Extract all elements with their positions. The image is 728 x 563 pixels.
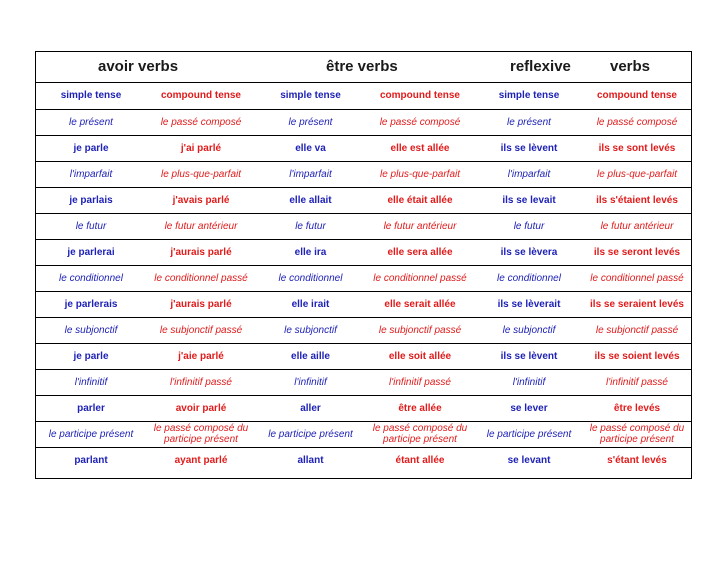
table-cell: ayant parlé (146, 447, 256, 473)
table-cell: le passé composé du participe présent (146, 421, 256, 447)
table-row (36, 83, 691, 109)
table-cell: le subjonctif (36, 317, 146, 343)
table-cell: parlant (36, 447, 146, 473)
table-cell: l'imparfait (475, 161, 583, 187)
table-cell: le conditionnel (475, 265, 583, 291)
table-cell: le subjonctif passé (583, 317, 691, 343)
table-cell: le présent (36, 109, 146, 135)
table-cell: le futur (475, 213, 583, 239)
table-cell: ils se lèverait (475, 291, 583, 317)
table-cell: le futur antérieur (365, 213, 475, 239)
table-cell: j'avais parlé (146, 187, 256, 213)
table-cell: le futur (36, 213, 146, 239)
table-row (36, 343, 691, 369)
table-cell: l'infinitif passé (365, 369, 475, 395)
table-cell: le plus-que-parfait (365, 161, 475, 187)
table-cell: le conditionnel (256, 265, 365, 291)
etre-verbs-heading: être verbs (326, 58, 398, 75)
reflexive-heading: reflexive (510, 58, 571, 75)
table-cell: le plus-que-parfait (146, 161, 256, 187)
table-cell: ils se levait (475, 187, 583, 213)
table-row (36, 395, 691, 421)
table-cell: le conditionnel passé (365, 265, 475, 291)
table-cell: le passé composé (146, 109, 256, 135)
table-cell: l'imparfait (36, 161, 146, 187)
table-row (36, 317, 691, 343)
table-cell: le plus-que-parfait (583, 161, 691, 187)
table-row (36, 213, 691, 239)
table-cell: ils se sont levés (583, 135, 691, 161)
table-cell: elle était allée (365, 187, 475, 213)
table-cell: ils se lèvera (475, 239, 583, 265)
table-cell: le futur (256, 213, 365, 239)
table-cell: je parle (36, 343, 146, 369)
table-cell: simple tense (280, 90, 341, 102)
table-cell: j'ai parlé (146, 135, 256, 161)
table-cell: je parlerai (36, 239, 146, 265)
table-cell: simple tense (60, 90, 122, 102)
table-cell: l'infinitif (256, 369, 365, 395)
table-cell: ils se seraient levés (583, 291, 691, 317)
table-cell: le futur antérieur (583, 213, 691, 239)
table-cell: elle sera allée (365, 239, 475, 265)
table-cell: étant allée (365, 447, 475, 473)
table-cell: elle ira (256, 239, 365, 265)
conjugation-grid (36, 83, 691, 473)
table-cell: simple tense (498, 90, 560, 102)
table-cell: s'étant levés (583, 447, 691, 473)
table-cell: le passé composé (583, 109, 691, 135)
table-cell: le subjonctif passé (146, 317, 256, 343)
table-cell: le subjonctif passé (365, 317, 475, 343)
table-cell: ils se soient levés (583, 343, 691, 369)
table-cell: ils se lèvent (475, 135, 583, 161)
avoir-verbs-heading: avoir verbs (98, 58, 179, 75)
table-row (36, 265, 691, 291)
table-cell: elle irait (256, 291, 365, 317)
table-cell: se lever (475, 395, 583, 421)
table-cell: l'infinitif (36, 369, 146, 395)
table-cell: être allée (365, 395, 475, 421)
table-cell: j'aurais parlé (146, 239, 256, 265)
table-cell: ils s'étaient levés (583, 187, 691, 213)
table-row (36, 447, 691, 473)
verb-table (35, 51, 692, 479)
table-cell: le conditionnel passé (583, 265, 691, 291)
table-cell: le subjonctif (475, 317, 583, 343)
table-cell: ils se lèvent (475, 343, 583, 369)
table-cell: le passé composé du participe présent (583, 421, 691, 447)
table-cell: je parle (36, 135, 146, 161)
table-cell: je parlais (36, 187, 146, 213)
table-cell: être levés (583, 395, 691, 421)
table-cell: avoir parlé (146, 395, 256, 421)
table-row (36, 421, 691, 447)
table-cell: elle serait allée (365, 291, 475, 317)
table-cell: le subjonctif (256, 317, 365, 343)
table-row (36, 291, 691, 317)
table-cell: je parlerais (36, 291, 146, 317)
table-cell: l'infinitif passé (583, 369, 691, 395)
table-cell: elle va (256, 135, 365, 161)
table-cell: le participe présent (475, 421, 583, 447)
table-row (36, 239, 691, 265)
table-cell: l'infinitif passé (146, 369, 256, 395)
table-cell: se levant (475, 447, 583, 473)
table-row (36, 135, 691, 161)
table-cell: le conditionnel (36, 265, 146, 291)
table-row (36, 109, 691, 135)
table-cell: le participe présent (36, 421, 146, 447)
table-cell: le passé composé (365, 109, 475, 135)
table-cell: j'aie parlé (146, 343, 256, 369)
table-cell: compound tense (160, 90, 241, 102)
table-cell: elle soit allée (365, 343, 475, 369)
table-cell: elle allait (256, 187, 365, 213)
table-cell: compound tense (596, 90, 677, 102)
reflexive-verbs-heading: verbs (610, 58, 651, 75)
table-cell: ils se seront levés (583, 239, 691, 265)
table-cell: parler (36, 395, 146, 421)
table-cell: l'imparfait (256, 161, 365, 187)
table-header (36, 52, 691, 83)
table-cell: le conditionnel passé (146, 265, 256, 291)
table-cell: j'aurais parlé (146, 291, 256, 317)
table-cell: le présent (256, 109, 365, 135)
table-cell: compound tense (379, 90, 460, 102)
table-cell: elle aille (256, 343, 365, 369)
table-cell: allant (256, 447, 365, 473)
table-cell: elle est allée (365, 135, 475, 161)
table-cell: aller (256, 395, 365, 421)
table-cell: l'infinitif (475, 369, 583, 395)
table-cell: le futur antérieur (146, 213, 256, 239)
table-cell: le présent (475, 109, 583, 135)
table-row (36, 369, 691, 395)
table-cell: le passé composé du participe présent (365, 421, 475, 447)
table-row (36, 161, 691, 187)
table-row (36, 187, 691, 213)
table-cell: le participe présent (256, 421, 365, 447)
